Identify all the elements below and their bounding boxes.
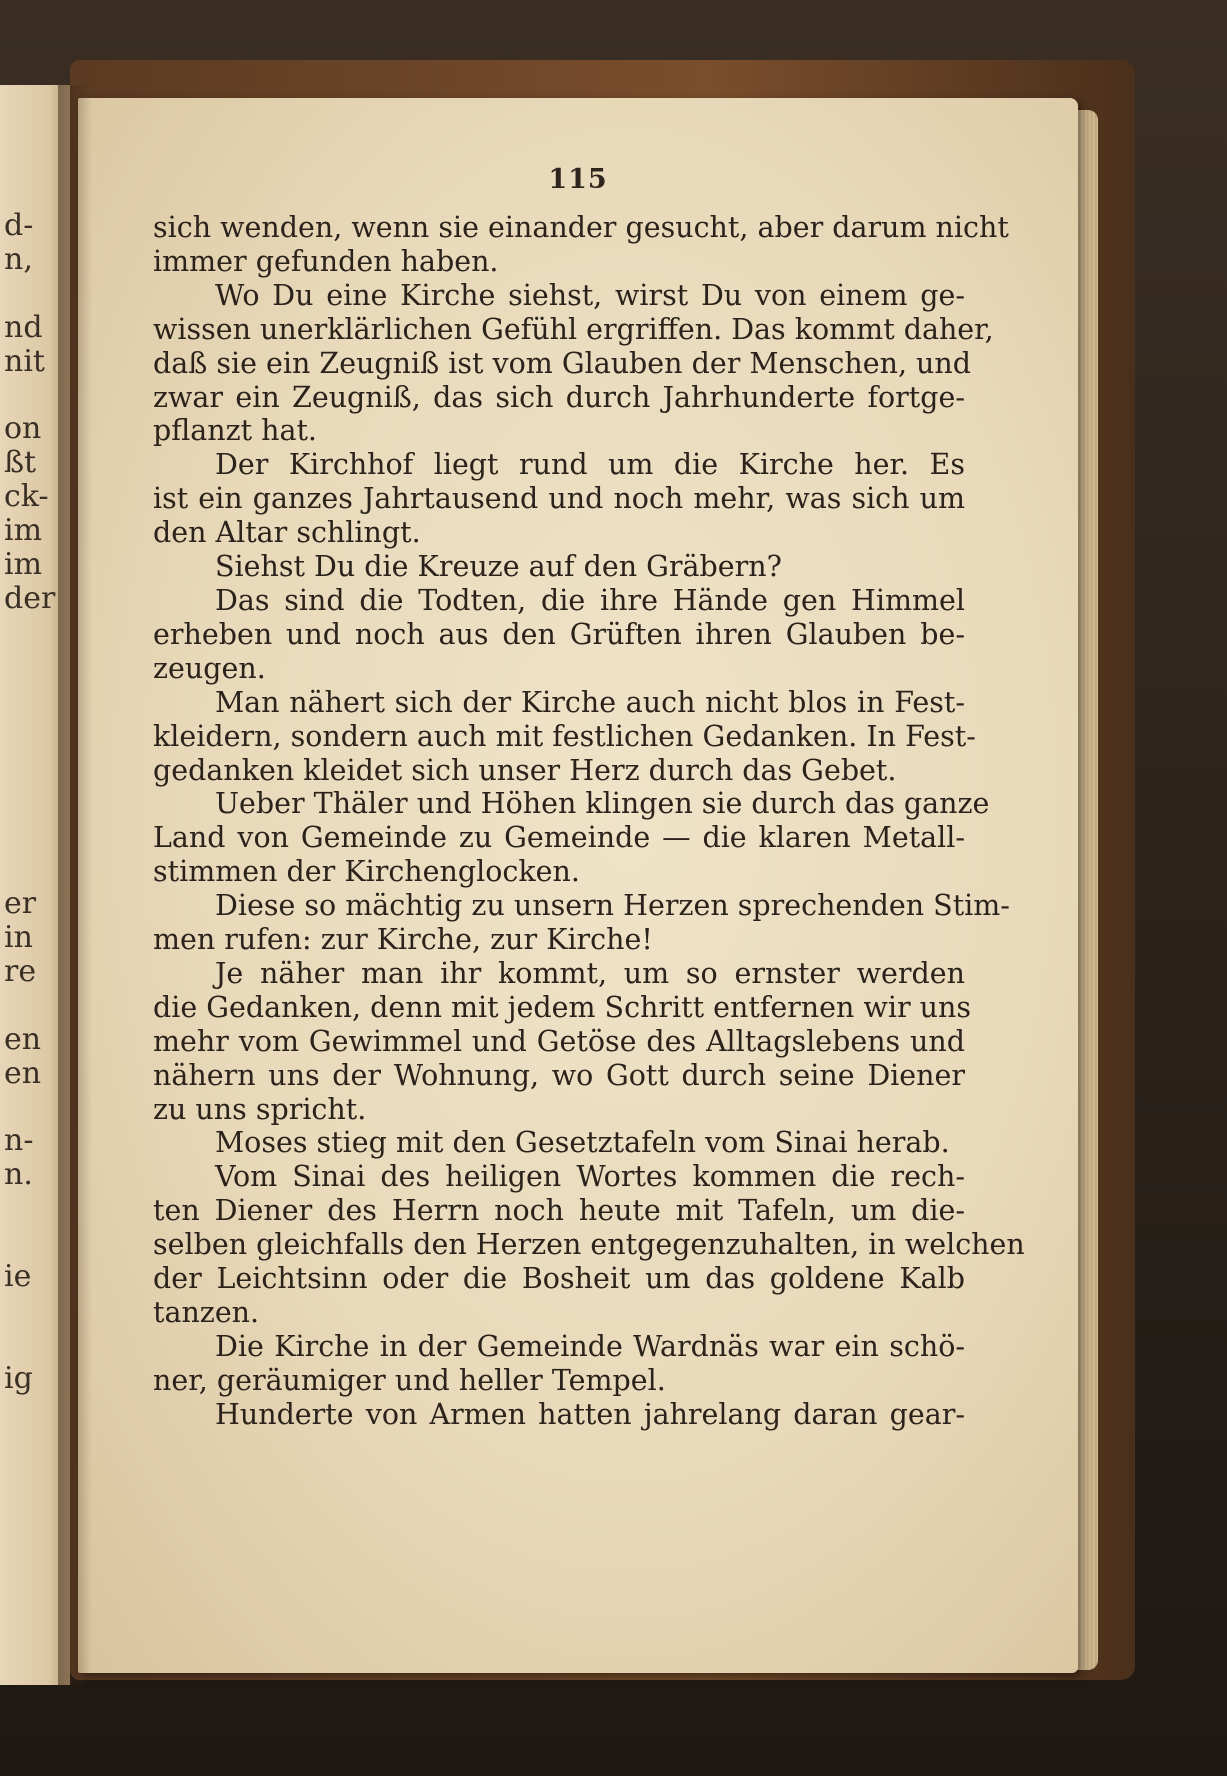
body-text [153, 211, 1025, 1432]
left-page-fragment: en [4, 1021, 42, 1057]
text-line: ten Diener des Herrn noch heute mit Tafeln, um die- [153, 1194, 965, 1228]
left-page-fragment: n. [4, 1157, 33, 1193]
text-line: Man nähert sich der Kirche auch nicht blos in Fest- [215, 685, 965, 719]
text-line: zwar ein Zeugniß, das sich durch Jahrhunderte fortge- [153, 380, 965, 414]
text-line: sich wenden, wenn sie einander gesucht, aber darum nicht [153, 211, 1009, 244]
text-line: immer gefunden haben. [153, 244, 499, 278]
text-line: nähern uns der Wohnung, wo Gott durch seine Diener [153, 1058, 965, 1092]
text-line: Land von Gemeinde zu Gemeinde — die klaren Metall- [153, 821, 965, 855]
text-line: wissen unerklärlichen Gefühl ergriffen. Das kommt daher, [153, 312, 994, 346]
text-line: ner, geräumiger und heller Tempel. [153, 1363, 666, 1397]
text-line: der Leichtsinn oder die Bosheit um das goldene Kalb [153, 1262, 965, 1296]
left-page-fragment: nd [4, 309, 43, 345]
left-page-fragment: nit [4, 343, 45, 379]
text-line: men rufen: zur Kirche, zur Kirche! [153, 923, 653, 957]
left-page-fragment: im [4, 547, 43, 582]
text-line: Die Kirche in der Gemeinde Wardnäs war ein schö- [215, 1329, 965, 1363]
text-line: zu uns spricht. [153, 1092, 367, 1126]
text-line: den Altar schlingt. [153, 516, 421, 550]
left-page-fragment: n- [4, 1123, 34, 1159]
text-line: tanzen. [153, 1296, 260, 1329]
left-page-fragment: in [4, 919, 33, 955]
left-page-fragment: er [4, 886, 37, 921]
text-line: daß sie ein Zeugniß ist vom Glauben der Menschen, und [153, 346, 972, 380]
text-line: pflanzt hat. [153, 414, 317, 448]
text-line: stimmen der Kirchenglocken. [153, 855, 580, 889]
text-line: Ueber Thäler und Höhen klingen sie durch das ganze [215, 787, 990, 821]
text-line: die Gedanken, denn mit jedem Schritt entfernen wir uns [153, 990, 971, 1024]
text-line: ist ein ganzes Jahrtausend und noch mehr, was sich um [153, 482, 965, 516]
text-line: kleidern, sondern auch mit festlichen Gedanken. In Fest- [153, 719, 976, 753]
left-page-fragment: ck- [4, 479, 49, 515]
text-line: Wo Du eine Kirche siehst, wirst Du von einem ge- [215, 278, 965, 312]
left-page-fragment: der [4, 580, 56, 616]
text-line: Der Kirchhof liegt rund um die Kirche her. Es [215, 448, 965, 482]
text-line: mehr vom Gewimmel und Getöse des Alltagslebens und [153, 1024, 965, 1058]
text-line: zeugen. [153, 651, 266, 685]
left-page-fragment: im [4, 513, 43, 549]
text-line: Siehst Du die Kreuze auf den Gräbern? [215, 550, 782, 584]
text-line: Moses stieg mit den Gesetztafeln vom Sinai herab. [215, 1126, 950, 1160]
text-line: Vom Sinai des heiligen Wortes kommen die rech- [215, 1160, 965, 1194]
text-line: Diese so mächtig zu unsern Herzen sprechenden Stim- [215, 889, 1010, 923]
left-page-fragment: ig [4, 1360, 33, 1396]
left-page-fragment: ßt [4, 445, 37, 481]
text-line: selben gleichfalls den Herzen entgegenzuhalten, in welchen [153, 1228, 1025, 1262]
text-line: Hunderte von Armen hatten jahrelang daran gear- [215, 1397, 965, 1431]
page-number: 115 [548, 164, 608, 195]
left-page-fragment: d- [4, 208, 34, 243]
left-page-fragment: re [4, 953, 37, 989]
left-page-fragment: en [4, 1055, 42, 1091]
spine-shadow [58, 85, 92, 1685]
left-page-fragment: ie [4, 1258, 32, 1294]
left-page-fragment: n, [4, 241, 33, 277]
book-page [78, 98, 1078, 1673]
text-line: Das sind die Todten, die ihre Hände gen Himmel [215, 583, 965, 617]
text-line: Je näher man ihr kommt, um so ernster werden [215, 956, 965, 990]
left-page-fragment: on [4, 411, 42, 447]
text-line: erheben und noch aus den Grüften ihren Glauben be- [153, 617, 965, 651]
text-line: gedanken kleidet sich unser Herz durch das Gebet. [153, 753, 897, 787]
